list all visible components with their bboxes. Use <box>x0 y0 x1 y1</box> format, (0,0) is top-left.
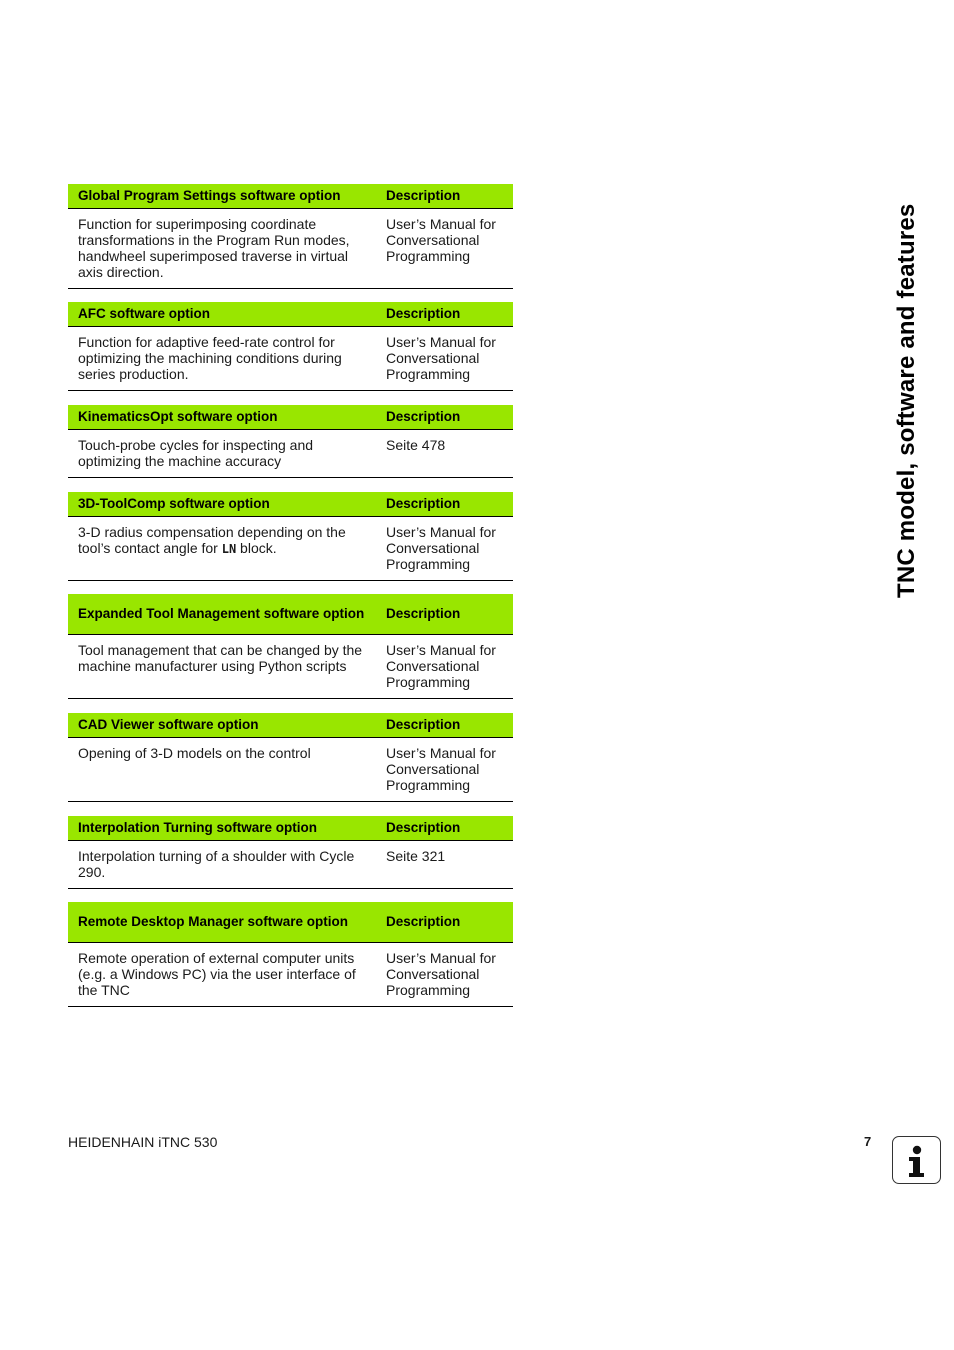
chapter-side-title: TNC model, software and features <box>893 203 920 598</box>
description-header: Description <box>376 405 513 430</box>
reference-text: User’s Manual for Conversational Programming <box>386 950 496 998</box>
description-header: Description <box>376 184 513 209</box>
ln-code: LN <box>221 542 237 556</box>
feature-text: Touch-probe cycles for inspecting and optimizing the machine accuracy <box>78 437 314 469</box>
feature-text-part: 3-D radius compensation depending on the tool’s contact angle for <box>78 524 346 556</box>
option-table-afc <box>68 302 513 391</box>
option-table-expanded-tool-management <box>68 594 513 699</box>
feature-text: Function for superimposing coordinate transformations in the Program Run modes, handwheel superimposed traverse in virtual axis direction. <box>78 216 350 280</box>
description-header: Description <box>376 492 513 517</box>
page-number: 7 <box>864 1134 872 1149</box>
table-header: CAD Viewer software option <box>68 713 376 738</box>
option-table-kinematicsopt <box>68 405 513 478</box>
feature-text: Remote operation of external computer units (e.g. a Windows PC) via the user interface of the TNC <box>78 950 356 998</box>
reference-text: Seite 321 <box>386 848 446 864</box>
footer-product-name: HEIDENHAIN iTNC 530 <box>68 1134 218 1150</box>
table-header: Expanded Tool Management software option <box>68 594 376 635</box>
feature-text: Tool management that can be changed by the machine manufacturer using Python scripts <box>78 642 363 674</box>
info-icon <box>892 1136 941 1184</box>
option-table-remote-desktop-manager <box>68 902 513 1007</box>
feature-text-part: block. <box>236 540 277 556</box>
table-header: Interpolation Turning software option <box>68 816 376 841</box>
description-header: Description <box>376 816 513 841</box>
option-table-3d-toolcomp <box>68 492 513 581</box>
table-header: KinematicsOpt software option <box>68 405 376 430</box>
reference-text: User’s Manual for Conversational Programming <box>386 216 496 264</box>
table-header: 3D-ToolComp software option <box>68 492 376 517</box>
reference-text: User’s Manual for Conversational Programming <box>386 745 496 793</box>
feature-text: Function for adaptive feed-rate control for optimizing the machining conditions during series production. <box>78 334 342 382</box>
option-table-cad-viewer <box>68 713 513 802</box>
feature-text <box>68 517 376 581</box>
option-table-global-program-settings <box>68 184 513 289</box>
reference-text: User’s Manual for Conversational Programming <box>386 524 496 572</box>
table-header: AFC software option <box>68 302 376 327</box>
reference-text: Seite 478 <box>386 437 446 453</box>
info-glyph <box>893 1137 939 1182</box>
feature-text: Interpolation turning of a shoulder with Cycle 290. <box>78 848 355 880</box>
option-table-interpolation-turning <box>68 816 513 889</box>
description-header: Description <box>376 594 513 635</box>
reference-text: User’s Manual for Conversational Programming <box>386 334 496 382</box>
description-header: Description <box>376 902 513 943</box>
feature-text: Opening of 3-D models on the control <box>78 745 311 761</box>
reference-text: User’s Manual for Conversational Programming <box>386 642 496 690</box>
table-header: Remote Desktop Manager software option <box>68 902 376 943</box>
description-header: Description <box>376 302 513 327</box>
description-header: Description <box>376 713 513 738</box>
table-header: Global Program Settings software option <box>68 184 376 209</box>
